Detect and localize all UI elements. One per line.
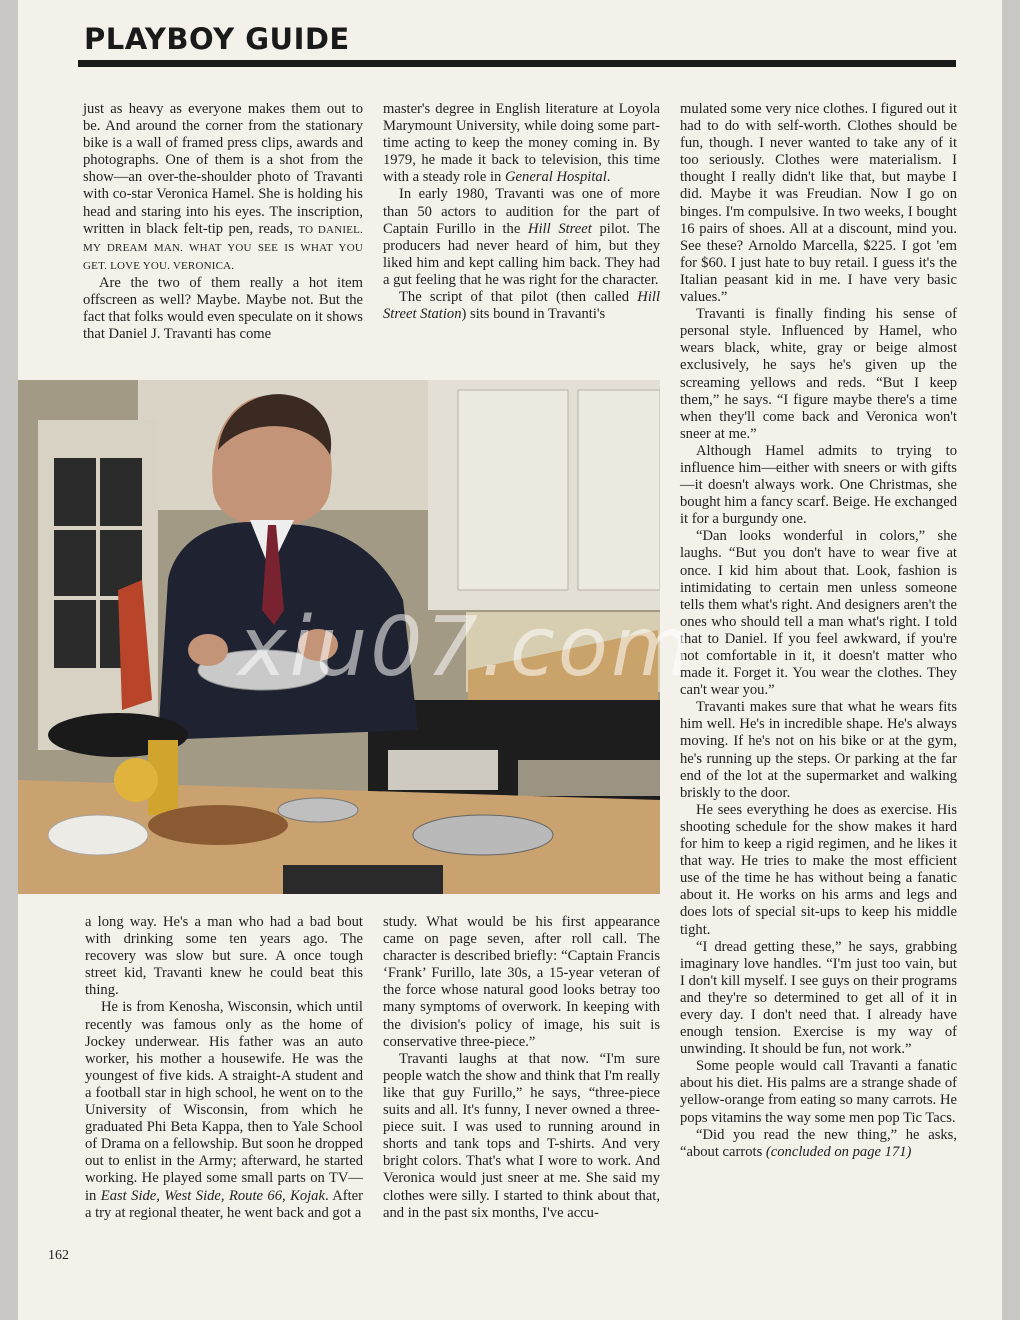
paragraph: a long way. He's a man who had a bad bout with drinking some ten years ago. The recovery was slow but sure. A once tough street kid, Travanti knew he could beat this thing. [85, 914, 363, 999]
column-3 [680, 101, 957, 1161]
column-2-top [383, 101, 660, 323]
paragraph: Some people would call Travanti a fanatic about his diet. His palms are a strange shade of yellow-orange from eating so many carrots. He pops vitamins the way some men pop Tic Tacs. [680, 1058, 957, 1126]
paragraph: “Dan looks wonderful in colors,” she laughs. “But you don't have to wear five at once. I kid him about that. Look, fashion is intimidating to certain men unless someone tells them what's right. And designers aren't the ones who should tell a man what's right. I told that to Daniel. If you feel awkward, if you're not comfortable in it, it doesn't matter who made it. Forget it. You wear the clothes. They can't wear you.” [680, 528, 957, 699]
paragraph: Travanti laughs at that now. “I'm sure people watch the show and think that I'm really like that guy Furillo,” he says, “three-piece suits and all. It's funny, I never owned a three-piece suit. I was used to running around in shorts and tank tops and T-shirts. And very bright colors. That's what I wore to work. And Veronica would just sneer at me. She said my clothes were silly. I started to think about that, and in the past six months, I've accu- [383, 1050, 660, 1221]
paragraph: “I dread getting these,” he says, grabbing imaginary love handles. “I'm just too vain, but I don't kill myself. I see guys on their programs and they're so determined to get all of it in every day. I don't need that. I already have enough tension. Exercise is my way of unwinding. It should be fun, not work.” [680, 938, 957, 1058]
paragraph: master's degree in English literature at Loyola Marymount University, while doing some part-time acting to keep the money coming in. By 1979, he made it back to television, this time with a steady role in General Hospital. [383, 101, 660, 186]
column-1-bottom [85, 914, 363, 1222]
paragraph: “Did you read the new thing,” he asks, “about carrots (concluded on page 171) [680, 1126, 957, 1160]
paragraph: just as heavy as everyone makes them out to be. And around the corner from the stationary bike is a wall of framed press clips, awards and photographs. One of them is a shot from the show—an over-the-shoulder photo of Travanti with co-star Veronica Hamel. She is holding his head and staring into his eyes. The inscription, written in black felt-tip pen, reads, TO DANIEL. MY DREAM MAN. WHAT YOU SEE IS WHAT YOU GET. LOVE YOU. VERONICA. [83, 101, 363, 272]
paragraph: Are the two of them really a hot item offscreen as well? Maybe. Maybe not. But the fact that folks would even speculate on it shows that Daniel J. Travanti has come [83, 274, 363, 343]
column-1-top [83, 101, 363, 343]
paragraph: mulated some very nice clothes. I figured out it had to do with self-worth. Clothes should be fun, though. I never wanted to take any of it too seriously. Clothes were materialism. I thought I really didn't like that, but maybe I did. Maybe it was Freudian. Now I go on binges. I'm compulsive. In two weeks, I bought 16 pairs of shoes. All at a discount, mind you. See these? Arnoldo Marcella, $225. I got 'em for $60. I just hate to buy retail. I guess it's the Italian peasant kid in me. I have very basic values.” [680, 101, 957, 306]
header-rule [78, 60, 956, 67]
column-2-bottom [383, 914, 660, 1222]
paragraph: He is from Kenosha, Wisconsin, which until recently was famous only as the home of Jockey underwear. His father was an auto worker, his mother a housewife. He was the youngest of five kids. A straight-A student and a football star in high school, he went on to the University of Wisconsin, from which he graduated Phi Beta Kappa, then to Yale School of Drama on a fellowship. But soon he dropped out to enlist in the Army; afterward, he started working. He played some small parts on TV—in East Side, West Side, Route 66, Kojak. After a try at regional theater, he went back and got a [85, 999, 364, 1221]
paragraph: He sees everything he does as exercise. His shooting schedule for the show makes it hard for him to keep a rigid regimen, and he likes it that way. He tries to make the most efficient use of the time he has without being a fanatic about it. He works on his arms and legs and does lots of special sit-ups to keep his middle tight. [680, 801, 957, 938]
watermark: xiu07.com [238, 600, 694, 695]
section-title: PLAYBOY GUIDE [84, 22, 350, 56]
paragraph: Travanti makes sure that what he wears fits him well. He's in incredible shape. He's always moving. If he's not on his bike or at the gym, he's running up the steps. Or parking at the far end of the lot at the supermarket and walking briskly to the door. [680, 699, 957, 801]
paragraph: study. What would be his first appearance came on page seven, after roll call. The character is described briefly: “Captain Francis ‘Frank’ Furillo, late 30s, a 15-year veteran of the force whose natural good looks betray too many symptoms of overwork. In keeping with the division's policy of image, his suit is conservative three-piece.” [383, 914, 660, 1050]
paragraph: In early 1980, Travanti was one of more than 50 actors to audition for the part of Captain Furillo in the Hill Street pilot. The producers had never heard of him, but they liked him and kept calling him back. They had a gut feeling that he was right for the character. [383, 186, 660, 288]
paragraph: Although Hamel admits to trying to influence him—either with sneers or with gifts—it doesn't always work. One Christmas, she bought him a fancy scarf. Beige. He exchanged it for a burgundy one. [680, 442, 957, 528]
paragraph: Travanti is finally finding his sense of personal style. Influenced by Hamel, who wears black, white, gray or beige almost exclusively, he says he's given up the screaming yellows and reds. “But I keep them,” he says. “I figure maybe there's a time when they'll come back and Veronica won't sneer at me.” [680, 306, 957, 442]
paragraph: The script of that pilot (then called Hill Street Station) sits bound in Travanti's [383, 289, 660, 323]
page-number: 162 [48, 1248, 69, 1263]
photo-inscription: TO DANIEL. MY DREAM MAN. WHAT YOU SEE IS WHAT YOU GET. LOVE YOU. VERONICA. [83, 223, 363, 272]
